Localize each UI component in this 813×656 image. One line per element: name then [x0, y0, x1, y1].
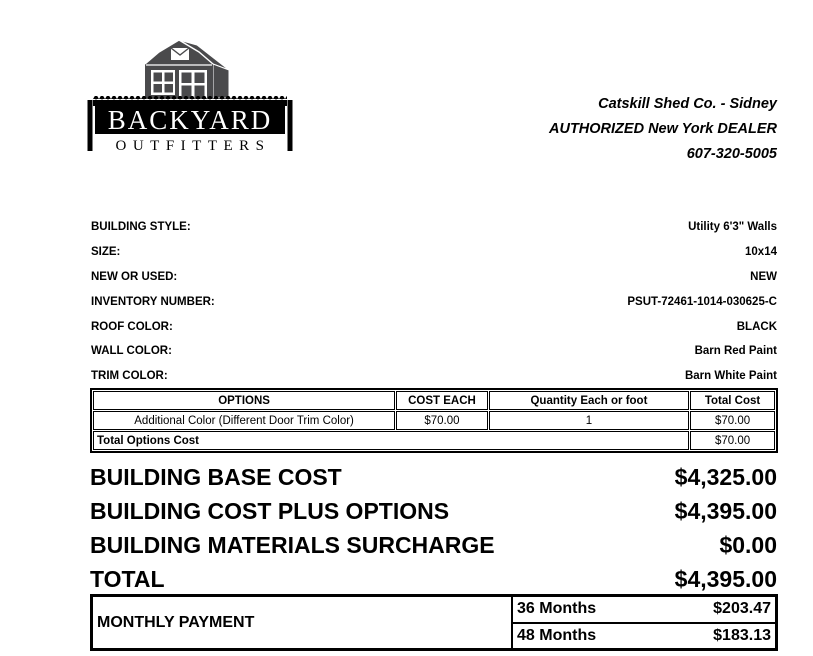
plan-row-48-months [513, 624, 775, 649]
detail-label: SIZE: [91, 246, 121, 259]
plan-term: 36 Months [517, 600, 597, 618]
detail-row-inventory-number [91, 289, 777, 314]
monthly-payment-plans [513, 597, 775, 648]
summary-label: BUILDING MATERIALS SURCHARGE [90, 531, 495, 558]
plan-row-36-months [513, 597, 775, 624]
detail-row-trim-color [91, 364, 777, 389]
detail-value: 10x14 [745, 246, 777, 259]
detail-value: PSUT-72461-1014-030625-C [627, 295, 777, 308]
options-header-total-cost: Total Cost [690, 391, 775, 410]
option-name-cell: Additional Color (Different Door Trim Color) [93, 411, 395, 430]
summary-label: BUILDING COST PLUS OPTIONS [90, 497, 450, 524]
options-header-options: OPTIONS [93, 391, 395, 410]
plan-term: 48 Months [517, 626, 597, 644]
summary-amount: $0.00 [719, 531, 777, 558]
detail-label: NEW OR USED: [91, 270, 178, 283]
detail-label: TRIM COLOR: [91, 370, 168, 383]
summary-amount: $4,395.00 [674, 565, 777, 592]
detail-value: BLACK [736, 320, 777, 333]
option-cost-each-cell: $70.00 [396, 411, 488, 430]
logo-text-outfitters: OUTFITTERS [115, 138, 271, 154]
detail-value: Barn Red Paint [694, 345, 777, 358]
option-row [93, 411, 775, 430]
summary-label: TOTAL [90, 565, 165, 592]
detail-row-new-or-used [91, 265, 777, 290]
building-details [91, 215, 777, 389]
summary-row-materials-surcharge [90, 528, 777, 562]
logo-text-backyard: BACKYARD [107, 105, 273, 135]
options-total-value: $70.00 [690, 431, 775, 450]
dealer-authorized-line: AUTHORIZED New York DEALER [549, 121, 777, 137]
summary-label: BUILDING BASE COST [90, 463, 342, 490]
detail-value: NEW [750, 270, 777, 283]
detail-label: INVENTORY NUMBER: [91, 295, 215, 308]
detail-value: Utility 6'3" Walls [688, 221, 777, 234]
barn-icon [145, 40, 229, 98]
logo-banner [88, 100, 293, 154]
detail-label: WALL COLOR: [91, 345, 172, 358]
options-header-cost-each: COST EACH [396, 391, 488, 410]
summary-row-cost-plus-options [90, 494, 777, 528]
options-total-row [93, 431, 775, 450]
detail-row-wall-color [91, 339, 777, 364]
options-header-quantity: Quantity Each or foot [489, 391, 689, 410]
summary-amount: $4,325.00 [674, 463, 777, 490]
detail-value: Barn White Paint [684, 370, 777, 383]
summary-row-total [90, 562, 777, 596]
dealer-info [549, 92, 777, 167]
monthly-payment-table [90, 594, 778, 651]
summary-row-base-cost [90, 460, 777, 494]
backyard-outfitters-logo [87, 34, 293, 164]
detail-row-building-style [91, 215, 777, 240]
options-table [90, 388, 778, 453]
detail-row-roof-color [91, 314, 777, 339]
dealer-phone: 607-320-5005 [686, 146, 777, 162]
detail-row-size [91, 240, 777, 265]
detail-label: BUILDING STYLE: [91, 221, 191, 234]
detail-label: ROOF COLOR: [91, 320, 173, 333]
monthly-payment-label: MONTHLY PAYMENT [93, 597, 513, 648]
option-quantity-cell: 1 [489, 411, 689, 430]
cost-summary [90, 460, 777, 596]
logo-graphic [87, 34, 293, 164]
plan-amount: $203.47 [713, 600, 771, 618]
dealer-name: Catskill Shed Co. - Sidney [598, 96, 777, 112]
options-header-row [93, 391, 775, 410]
plan-amount: $183.13 [713, 626, 771, 644]
summary-amount: $4,395.00 [674, 497, 777, 524]
option-total-cost-cell: $70.00 [690, 411, 775, 430]
options-total-label: Total Options Cost [93, 431, 689, 450]
